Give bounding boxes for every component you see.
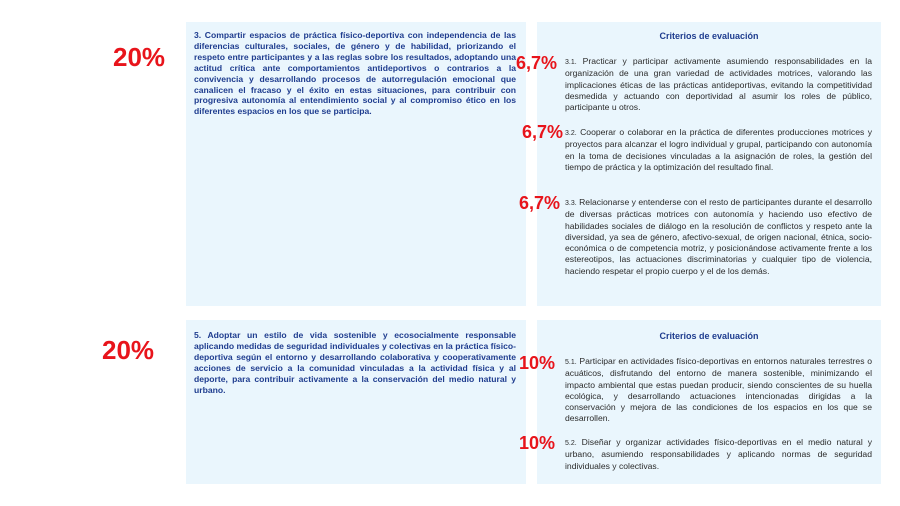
criterion-text: Relacionarse y entenderse con el resto de participantes durante el desarrollo de diversas prácticas motrices con autonomía y haciendo uso efectivo de habilidades sociales de diálogo en la resolución de conflictos y respeto ante la diversidad, ya sea de género, afectivo-sexual, de origen nacional, étnica, socio-económica o de competencia motriz, y posicionándose activamente frente a los estereotipos, las actuaciones discriminatorias y cualquier tipo de violencia, haciendo respetar el propio cuerpo y el de los demás. (565, 197, 873, 276)
criterion-number: 3.2. (565, 130, 577, 137)
criterion-text: Participar en actividades físico-deportivas en entornos naturales terrestres o acuáticos, disfrutando del entorno de manera sostenible, minimizando el impacto ambiental que estas puedan producir, siendo conscientes de su huella ecológica, y desarrollando actuaciones intencionadas dirigidas a la conservación y mejora de las condiciones de los espacios en los que se desarrollen. (565, 356, 872, 424)
competence-3-weight: 20% (113, 42, 166, 72)
competence-5-text: 5. Adoptar un estilo de vida sostenible y ecosocialmente responsable aplicando medidas de seguridad individuales y colectivas en la práctica físico-deportiva según el entorno y desarrollando colaborativa y cooperativamente acciones de servicio a la comunidad vinculadas a la actividad física y al deporte, para contribuir activamente a la conservación del medio natural y urbano. (194, 330, 516, 395)
criterion-number: 3.3. (565, 200, 577, 207)
criterion-number: 5.1. (565, 359, 577, 366)
criterion-text: Diseñar y organizar actividades físico-deportivas en el medio natural y urbano, asumiendo responsabilidades y aplicando normas de seguridad individuales y colectivas. (565, 437, 873, 471)
criterion-5-2 (565, 437, 872, 472)
criterion-3-3-weight: 6,7% (519, 193, 561, 213)
criterion-3-1-weight: 6,7% (516, 53, 558, 73)
competence-3-text: 3. Compartir espacios de práctica físico-deportiva con independencia de las diferencias culturales, sociales, de género y de habilidad, priorizando el respeto entre participantes y a las reglas sobre los resultados, adoptando una actitud crítica ante comportamientos antideportivos o contrarios a la convivencia y desarrollando procesos de autorregulación emocional que canalicen el fracaso y el éxito en estas situaciones, para contribuir con progresiva autonomía al entendimiento social y al compromiso ético en los diferentes espacios en los que se participa. (194, 30, 516, 117)
criteria-panel-2 (537, 320, 881, 484)
criterion-5-1-weight: 10% (519, 353, 556, 373)
criterion-3-3 (565, 197, 872, 277)
competence-5-panel (186, 320, 526, 484)
criterion-3-2 (565, 127, 872, 173)
criteria-title: Criterios de evaluación (659, 331, 759, 341)
criterion-5-2-weight: 10% (519, 433, 556, 453)
criterion-5-1 (565, 356, 872, 425)
competence-3-panel (186, 22, 526, 306)
criterion-3-1 (565, 56, 872, 113)
criterion-text: Cooperar o colaborar en la práctica de diferentes producciones motrices y proyectos para alcanzar el logro individual y grupal, participando con autonomía en la toma de decisiones vinculadas a la asignación de roles, la gestión del tiempo de práctica y la optimización del resultado final. (565, 127, 872, 172)
criterion-text: Practicar y participar activamente asumiendo responsabilidades en la organización de una gran variedad de actividades motrices, valorando las implicaciones éticas de las prácticas antideportivas, evitando la competitividad desmedida y actuando con deportividad al asumir los roles de público, participante u otros. (565, 56, 872, 113)
criterion-3-2-weight: 6,7% (522, 122, 564, 142)
competence-5-weight: 20% (102, 335, 155, 365)
criterion-number: 5.2. (565, 440, 577, 447)
criteria-title: Criterios de evaluación (659, 31, 759, 41)
criteria-panel-1 (537, 22, 881, 306)
criterion-number: 3.1. (565, 59, 577, 66)
